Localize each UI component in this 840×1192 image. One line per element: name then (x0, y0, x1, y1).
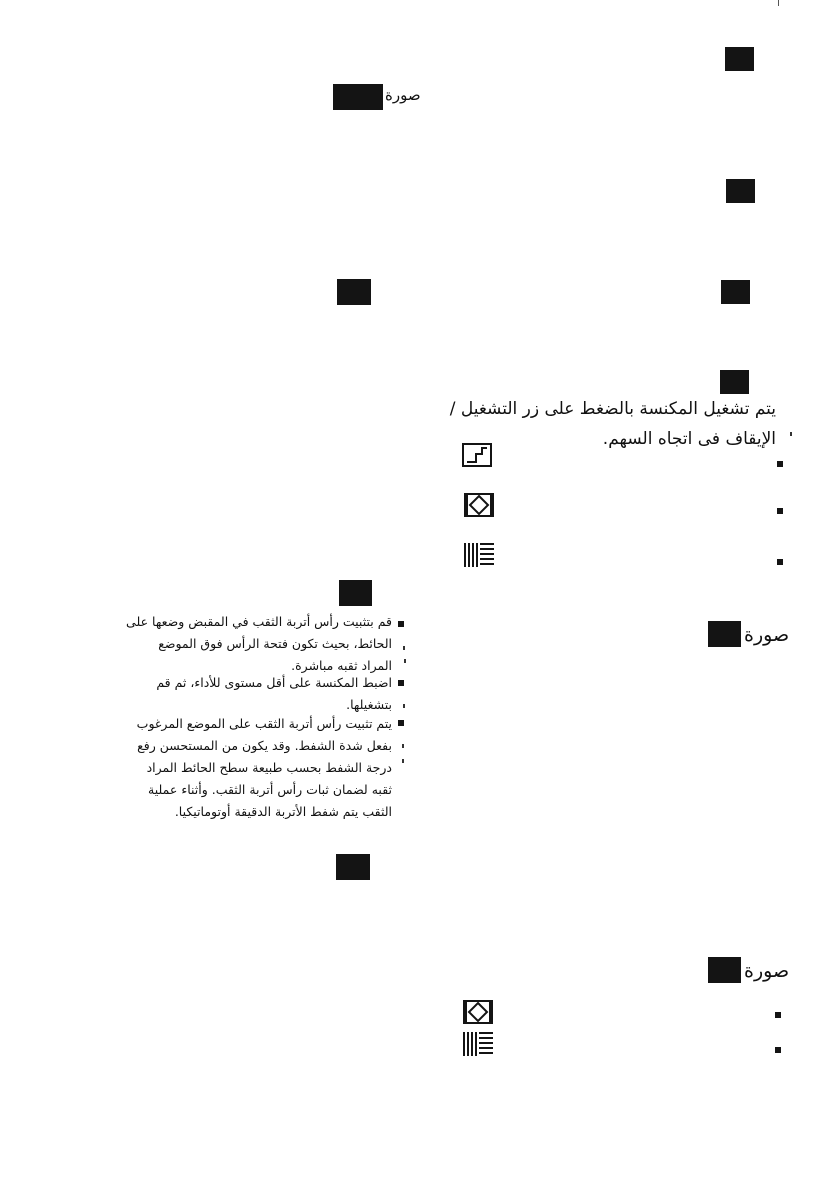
list-bullet (775, 1047, 781, 1053)
figure-number-box (725, 47, 754, 71)
list-bullet (775, 1012, 781, 1018)
figure-label: صورة (744, 624, 790, 646)
list-bullet (398, 621, 404, 627)
margin-mark (402, 744, 404, 748)
intro-line-1: يتم تشغيل المكنسة بالضغط على زر التشغيل / (449, 399, 776, 419)
list-item-text: اضبط المكنسة على أقل مستوى للأداء، ثم قم بتشغيلها. (156, 675, 392, 712)
diamond-pattern-icon (464, 493, 494, 517)
figure-number-box (339, 580, 372, 606)
striped-pattern-icon (463, 1032, 493, 1056)
list-bullet (777, 461, 783, 467)
margin-mark (402, 759, 404, 763)
list-bullet (398, 680, 404, 686)
list-item-text: قم بتثبيت رأس أتربة الثقب في المقبض وضعها على الحائط، بحيث تكون فتحة الرأس فوق الموضع المراد ثقبه مباشرة. (126, 614, 392, 673)
list-bullet (777, 559, 783, 565)
figure-number-box (336, 854, 370, 880)
list-item-text: يتم تثبيت رأس أتربة الثقب على الموضع المرغوب بفعل شدة الشفط. وقد يكون من المستحسن رفع درجة الشفط بحسب طبيعة سطح الحائط المراد ثقبه لضمان ثبات رأس أتربة الثقب. وأثناء عملية الثقب يتم شفط الأتربة الدقيقة أوتوماتيكيا. (136, 716, 392, 819)
figure-number-box (726, 179, 755, 203)
figure-number-box (333, 84, 383, 110)
intro-line-2: الإيقاف فى اتجاه السهم. (602, 429, 776, 449)
margin-mark (403, 646, 405, 650)
step-icon (462, 443, 492, 467)
figure-label: صورة (744, 960, 790, 982)
list-bullet (777, 508, 783, 514)
figure-number-box (721, 280, 750, 304)
striped-pattern-icon (464, 543, 494, 567)
diamond-pattern-icon (463, 1000, 493, 1024)
page-edge-mark (778, 0, 779, 6)
margin-mark (404, 659, 406, 663)
list-bullet (398, 720, 404, 726)
margin-mark (790, 432, 792, 436)
margin-mark (403, 704, 405, 708)
figure-number-box (708, 957, 741, 983)
figure-number-box (708, 621, 741, 647)
figure-label: صورة (385, 86, 421, 104)
figure-number-box (720, 370, 749, 394)
figure-number-box (337, 279, 371, 305)
